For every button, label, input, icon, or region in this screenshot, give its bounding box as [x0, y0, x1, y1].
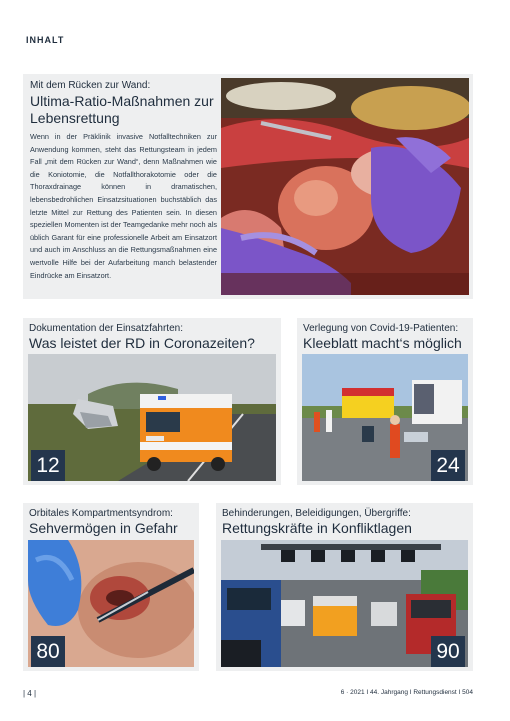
card-kicker: Verlegung von Covid-19-Patienten:	[303, 323, 459, 334]
card-headline: Rettungskräfte in Konfliktlagen	[222, 520, 412, 536]
page-number-badge: 24	[431, 450, 465, 481]
footer-issue-info: 6 · 2021 I 44. Jahrgang I Rettungsdienst I 504	[340, 689, 473, 696]
card-kicker: Orbitales Kompartmentsyndrom:	[29, 508, 173, 519]
feature-body: Wenn in der Präklinik invasive Notfalltechniken zur Anwendung kommen, steht das Rettungsteam in jedem Fall „mit dem Rücken zur Wand“, denn Maßnahmen wie die Koniotomie, die Notfallthorakotomie oder die Thoraxdrainage können in dramatischen, lebensbedrohlichen Einsatzsituationen buchstäblich das letzte Mittel zur Rettung des Patienten sein. In diesen speziellen Momenten ist der Teamgedanke mehr noch als üblich Garant für eine professionelle Arbeit am Einsatzort und auch im Anschluss an die Rettungsmaßnahmen eine wertvolle Hilfe bei der Aufarbeitung manch belastender Eindrücke am Einsatzort.	[30, 132, 217, 280]
page-number-badge: 80	[31, 636, 65, 667]
card-kicker: Behinderungen, Beleidigungen, Übergriffe:	[222, 508, 411, 519]
card-headline: Was leistet der RD in Coronazeiten?	[29, 335, 255, 351]
card-headline: Sehvermögen in Gefahr	[29, 520, 178, 536]
card-headline: Kleeblatt macht‘s möglich	[303, 335, 462, 351]
feature-headline: Ultima-Ratio-Maßnahmen zur Lebensrettung	[30, 93, 214, 126]
article-card-corona[interactable]	[23, 318, 281, 485]
page-number-badge: 90	[431, 636, 465, 667]
footer-page-number: | 4 |	[23, 689, 37, 698]
page-number-badge: 12	[31, 450, 65, 481]
feature-photo-surgery	[221, 78, 469, 295]
feature-kicker: Mit dem Rücken zur Wand:	[30, 80, 151, 91]
article-card-orbital[interactable]	[23, 503, 199, 671]
section-label: INHALT	[26, 35, 65, 45]
card-kicker: Dokumentation der Einsatzfahrten:	[29, 323, 183, 334]
article-card-covid-transfer[interactable]	[297, 318, 473, 485]
photo-ambulance	[28, 354, 276, 481]
feature-article[interactable]	[23, 74, 473, 299]
article-card-conflicts[interactable]	[216, 503, 473, 671]
